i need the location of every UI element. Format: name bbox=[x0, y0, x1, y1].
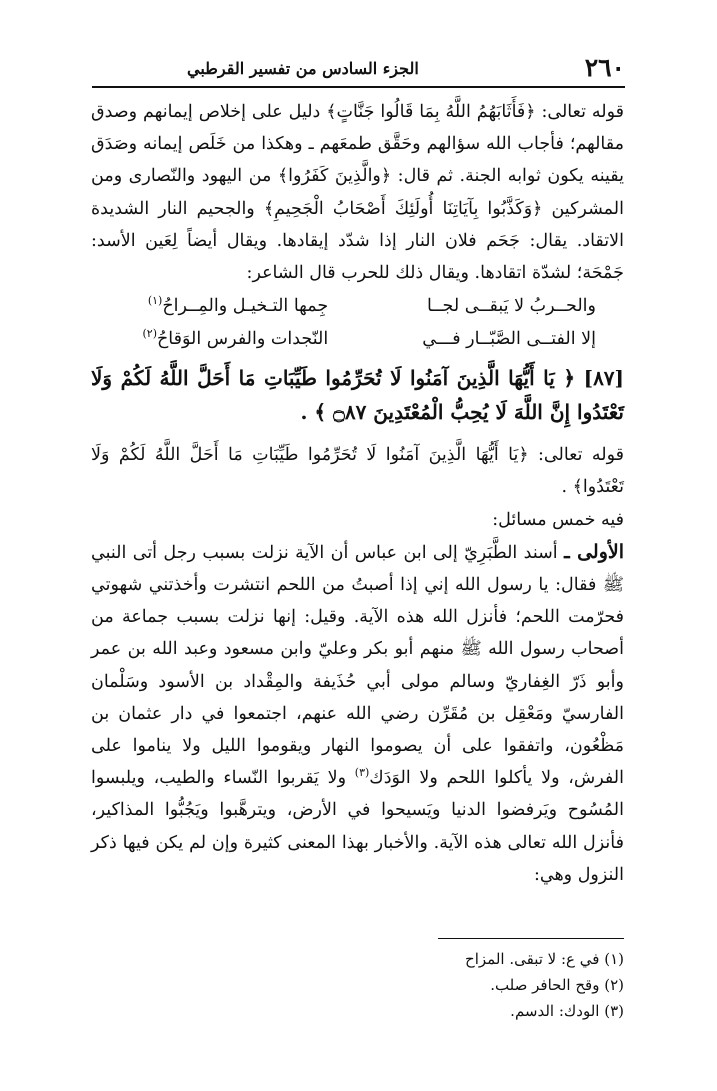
footnote-ref-2: (٢) bbox=[142, 327, 158, 341]
paragraph-commentary-2: قوله تعالى: ﴿يَا أَيُّهَا الَّذِينَ آمَنُوا لَا تُحَرِّمُوا طَيِّبَاتِ مَا أَحَلَّ اللَّهُ لَكُمْ وَلَا تَعْتَدُوا﴾ . bbox=[91, 445, 624, 498]
ayah-number: [٨٧] bbox=[583, 366, 625, 391]
verse-1-first-hemistich: والحــربُ لا يَبقــى لجــا bbox=[426, 296, 596, 317]
verse-2-second-hemistich bbox=[91, 324, 328, 355]
paragraph-issues-intro: فيه خمس مسائل: bbox=[492, 509, 624, 530]
footnotes bbox=[300, 946, 624, 1024]
first-issue-text-1: أسند الطَّبَرِيّ إلى ابن عباس أن الآية نزلت بسبب رجل أتى النبي ﷺ فقال: يا رسول الله إني إذا أصبتُ من اللحم انتشرت وأخذتني شهوتي فحرّمت اللحم؛ فأنزل الله هذه الآية. وقيل: إنها نزلت بسبب جماعة من أصحاب رسول الله ﷺ منهم أبو بكر وعليّ وابن مسعود وعبد الله بن عمر وأبو ذَرّ الغِفاريّ وسالم مولى أبي حُذَيفة والمِقْداد بن الأسود وسَلْمان الفارسيّ ومَعْقِل بن مُقَرِّن رضي الله عنهم، اجتمعوا في دار عثمان بن مَظْعُون، واتفقوا على أن يصوموا النهار ويقوموا الليل ولا يناموا على الفرش، ولا يأكلوا اللحم ولا الوَدَك bbox=[91, 542, 624, 789]
poem-verse-2 bbox=[91, 324, 624, 355]
footnote-divider bbox=[438, 938, 624, 939]
verse-2-first-hemistich: إلا الفتــى الصَّبّــار فـــي bbox=[422, 329, 596, 350]
verse-2-second-hemistich-text: النّجدات والفرس الوَقاحُ bbox=[157, 329, 329, 350]
running-title: الجزء السادس من تفسير القرطبي bbox=[187, 59, 419, 78]
verse-1-second-hemistich bbox=[91, 291, 328, 322]
page-header bbox=[92, 50, 625, 88]
issue-heading-first: الأولى ـ bbox=[564, 540, 624, 563]
footnote-ref-3: (٣) bbox=[354, 766, 370, 780]
poem-verse-1 bbox=[91, 291, 624, 322]
first-issue-text-2: ولا يَقربوا النّساء والطيب، ويلبسوا المُسُوح ويَرفضوا الدنيا ويَسيحوا في الأرض، ويترهَّبوا ويَجُبُّوا المذاكير، فأنزل الله تعالى هذه الآية. والأخبار بهذا المعنى كثيرة وإن لم يكن فيها ذكر النزول وهي: bbox=[91, 768, 624, 885]
page-body bbox=[91, 96, 624, 891]
footnote-ref-1: (١) bbox=[147, 294, 163, 308]
paragraph-commentary-1: قوله تعالى: ﴿فَأَثَابَهُمُ اللَّهُ بِمَا قَالُوا جَنَّاتٍ﴾ دليل على إخلاص إيمانهم وصدق مقالهم؛ فأجاب الله سؤالهم وحَقَّق طمعَهم ـ وهكذا من خَلَص إيمانه وصَدَق يقينه يكون ثوابه الجنة. ثم قال: ﴿والَّذِينَ كَفَرُوا﴾ من اليهود والنّصارى ومن المشركين ﴿وَكَذَّبُوا بِآيَاتِنَا أُولَئِكَ أَصْحَابُ الْجَحِيمِ﴾ والجحيم النار الشديدة الاتقاد. يقال: جَحَم فلان النار إذا شدّد إيقادها. ويقال أيضاً لِعَين الأسد: جَمْحَة؛ لشدّة اتقادها. ويقال ذلك للحرب قال الشاعر: bbox=[91, 102, 624, 284]
footnote-1: (١) في ع: لا تبقى. المزاح bbox=[465, 950, 624, 968]
footnote-3: (٣) الودك: الدسم. bbox=[510, 1002, 624, 1020]
footnote-2: (٢) وقح الحافر صلب. bbox=[490, 976, 624, 994]
page-number: ٢٦٠ bbox=[584, 53, 625, 82]
quran-verse-87 bbox=[91, 361, 624, 429]
ayah-text: ﴿ يَا أَيُّهَا الَّذِينَ آمَنُوا لَا تُحَرِّمُوا طَيِّبَاتِ مَا أَحَلَّ اللَّهُ لَكُمْ وَلَا تَعْتَدُوا إِنَّ اللَّهَ لَا يُحِبُّ الْمُعْتَدِينَ ۝٨٧ ﴾ . bbox=[91, 366, 624, 425]
paragraph-first-issue bbox=[91, 536, 624, 891]
verse-1-second-hemistich-text: جِمها التـخيـل والمِــراحُ bbox=[162, 296, 329, 317]
